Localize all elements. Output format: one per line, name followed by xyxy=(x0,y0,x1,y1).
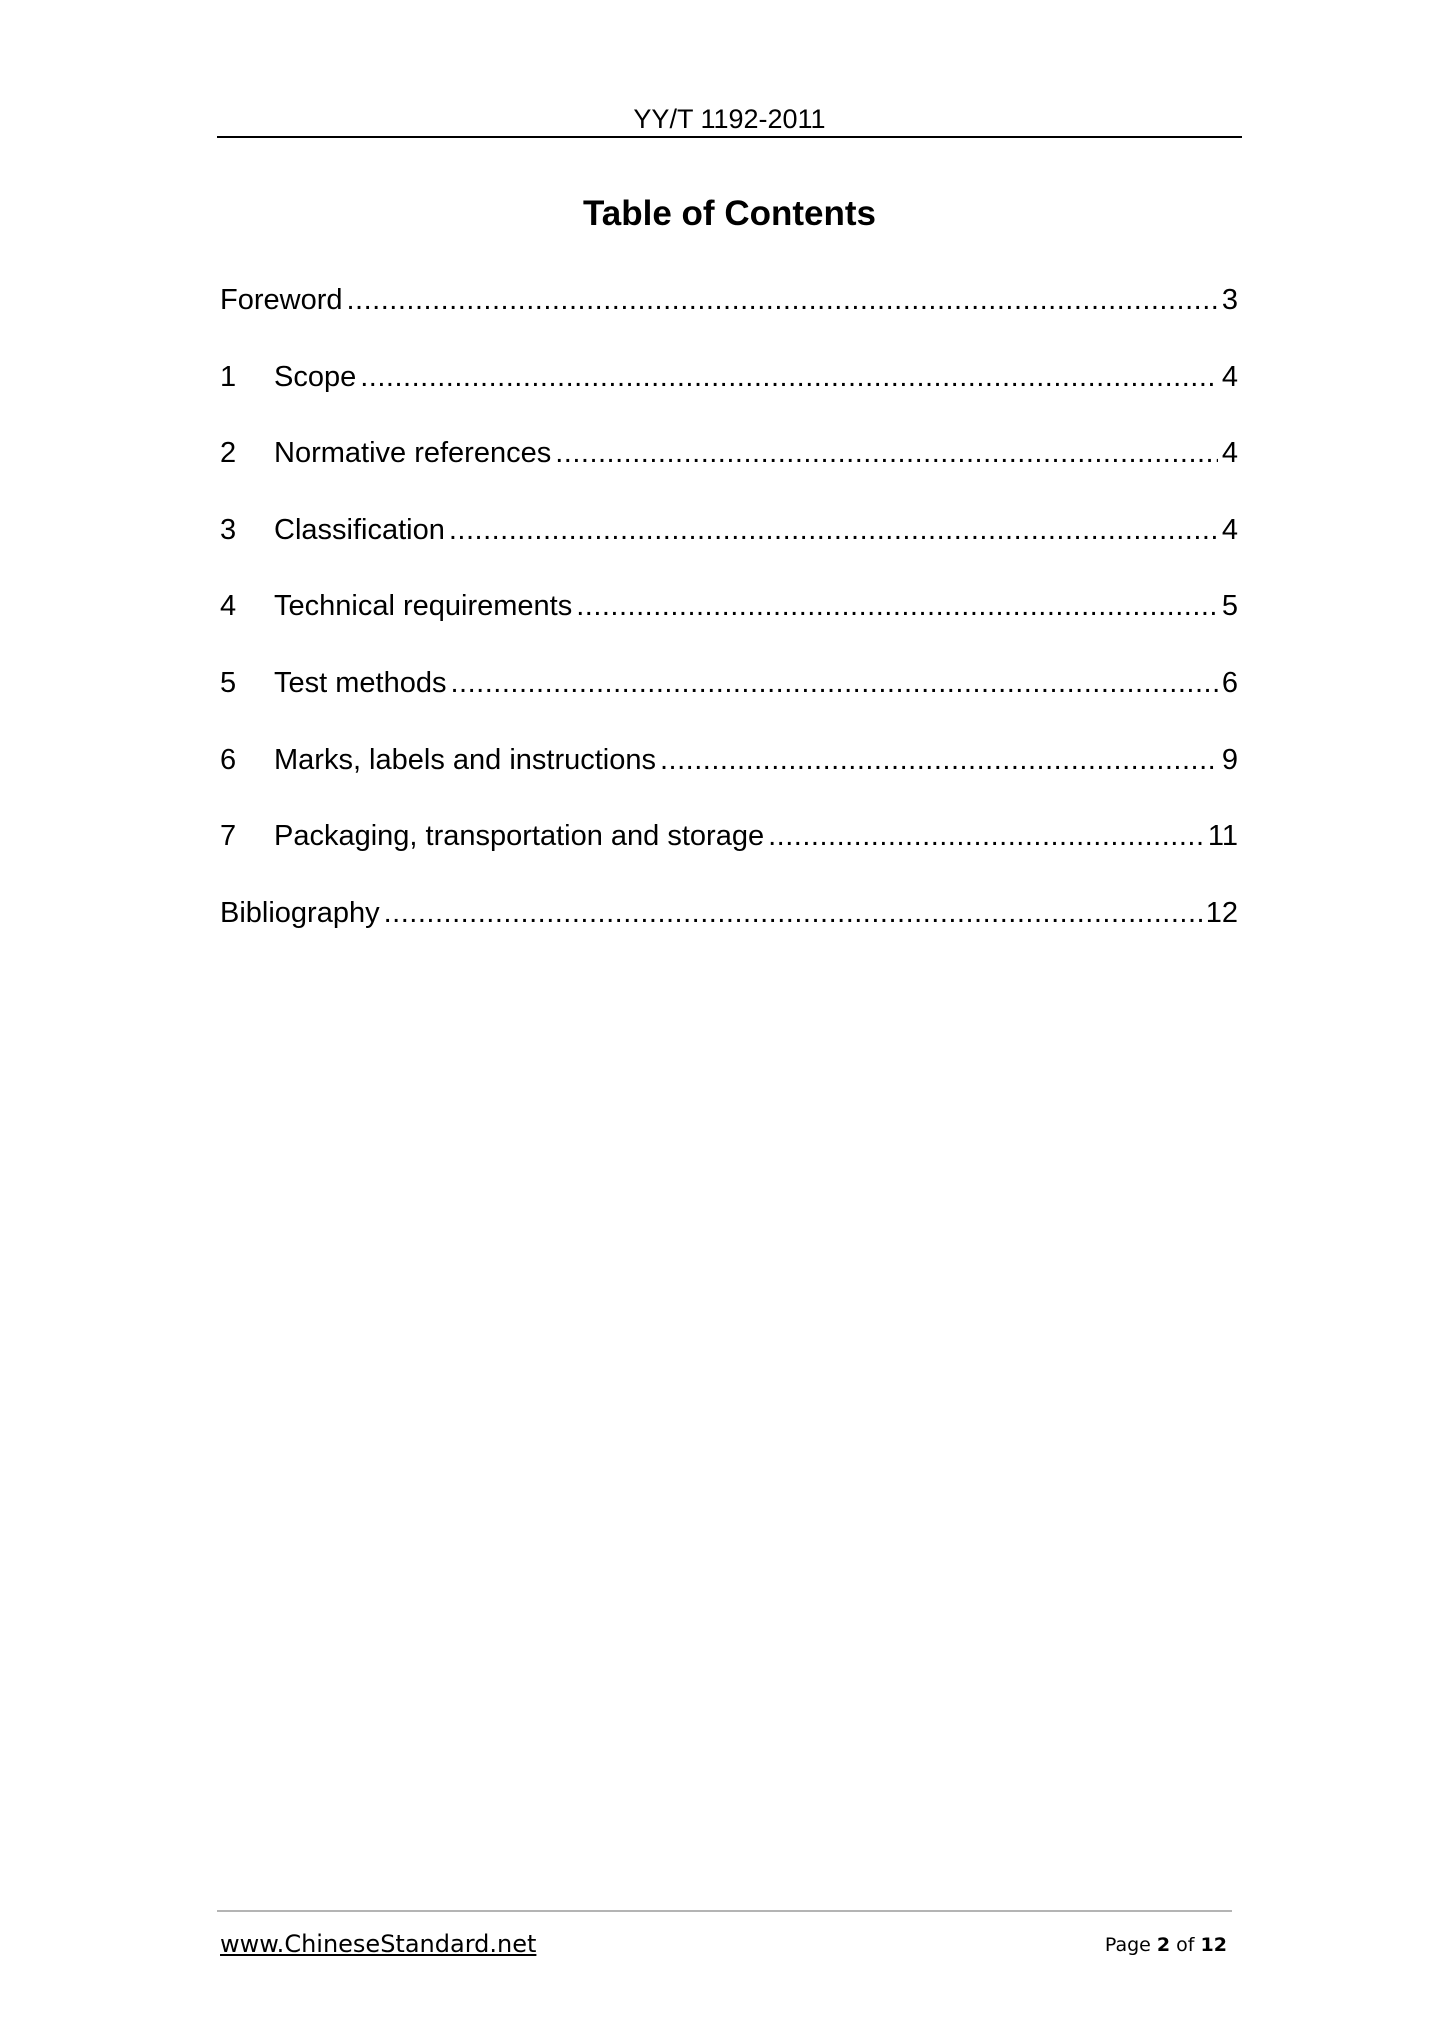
toc-entry-title: Marks, labels and instructions xyxy=(274,743,656,776)
toc-dot-leader xyxy=(360,355,1218,399)
toc-entry[interactable] xyxy=(220,584,1238,661)
toc-title: Table of Contents xyxy=(583,194,876,233)
page-number xyxy=(1105,1933,1227,1957)
toc-entry[interactable] xyxy=(220,661,1238,738)
toc-entry-number: 7 xyxy=(220,820,237,853)
toc-dot-leader xyxy=(449,508,1218,552)
toc-entry-title: Test methods xyxy=(274,666,447,699)
toc-entry-page: 5 xyxy=(1221,590,1238,623)
toc-entry-page: 3 xyxy=(1221,284,1238,316)
toc-entry-number: 5 xyxy=(220,666,237,699)
toc-entry-page: 4 xyxy=(1221,360,1238,393)
toc-dot-leader xyxy=(384,891,1202,935)
toc-dot-leader xyxy=(660,738,1218,782)
toc-entry-number: 1 xyxy=(220,360,237,393)
toc-dot-leader xyxy=(347,278,1218,322)
toc-entry[interactable] xyxy=(220,891,1238,968)
page-total: 12 xyxy=(1200,1934,1227,1956)
toc-entry[interactable] xyxy=(220,278,1238,355)
table-of-contents xyxy=(220,278,1238,967)
toc-entry-number: 6 xyxy=(220,743,237,776)
toc-entry-title: Normative references xyxy=(274,437,552,470)
header-rule xyxy=(217,136,1242,138)
toc-entry-number: 2 xyxy=(220,437,237,470)
toc-dot-leader xyxy=(768,814,1204,858)
toc-entry[interactable] xyxy=(220,814,1238,891)
toc-dot-leader xyxy=(555,431,1218,475)
toc-entry-title: Foreword xyxy=(220,284,343,316)
toc-entry-title: Scope xyxy=(274,360,357,393)
toc-dot-leader xyxy=(450,661,1217,705)
toc-entry-number: 4 xyxy=(220,590,237,623)
toc-entry-page: 4 xyxy=(1221,513,1238,546)
toc-entry-page: 4 xyxy=(1221,437,1238,470)
toc-entry[interactable] xyxy=(220,431,1238,508)
toc-entry-page: 6 xyxy=(1221,666,1238,699)
page-of: of xyxy=(1176,1934,1195,1956)
toc-entry[interactable] xyxy=(220,508,1238,585)
toc-entry-title: Classification xyxy=(274,513,445,546)
document-code: YY/T 1192-2011 xyxy=(633,104,826,134)
toc-entry-title: Technical requirements xyxy=(274,590,573,623)
toc-entry-number: 3 xyxy=(220,513,237,546)
page-current: 2 xyxy=(1156,1934,1171,1956)
toc-entry-title: Packaging, transportation and storage xyxy=(274,820,765,853)
footer-rule xyxy=(217,1910,1232,1912)
toc-entry[interactable] xyxy=(220,355,1238,432)
toc-dot-leader xyxy=(576,584,1218,628)
toc-entry[interactable] xyxy=(220,738,1238,815)
toc-entry-page: 12 xyxy=(1205,896,1238,929)
website-link[interactable]: www.ChineseStandard.net xyxy=(220,1930,537,1958)
toc-entry-page: 9 xyxy=(1221,743,1238,776)
page-prefix: Page xyxy=(1104,1934,1151,1956)
toc-entry-title: Bibliography xyxy=(220,896,380,929)
toc-entry-page: 11 xyxy=(1207,820,1238,853)
